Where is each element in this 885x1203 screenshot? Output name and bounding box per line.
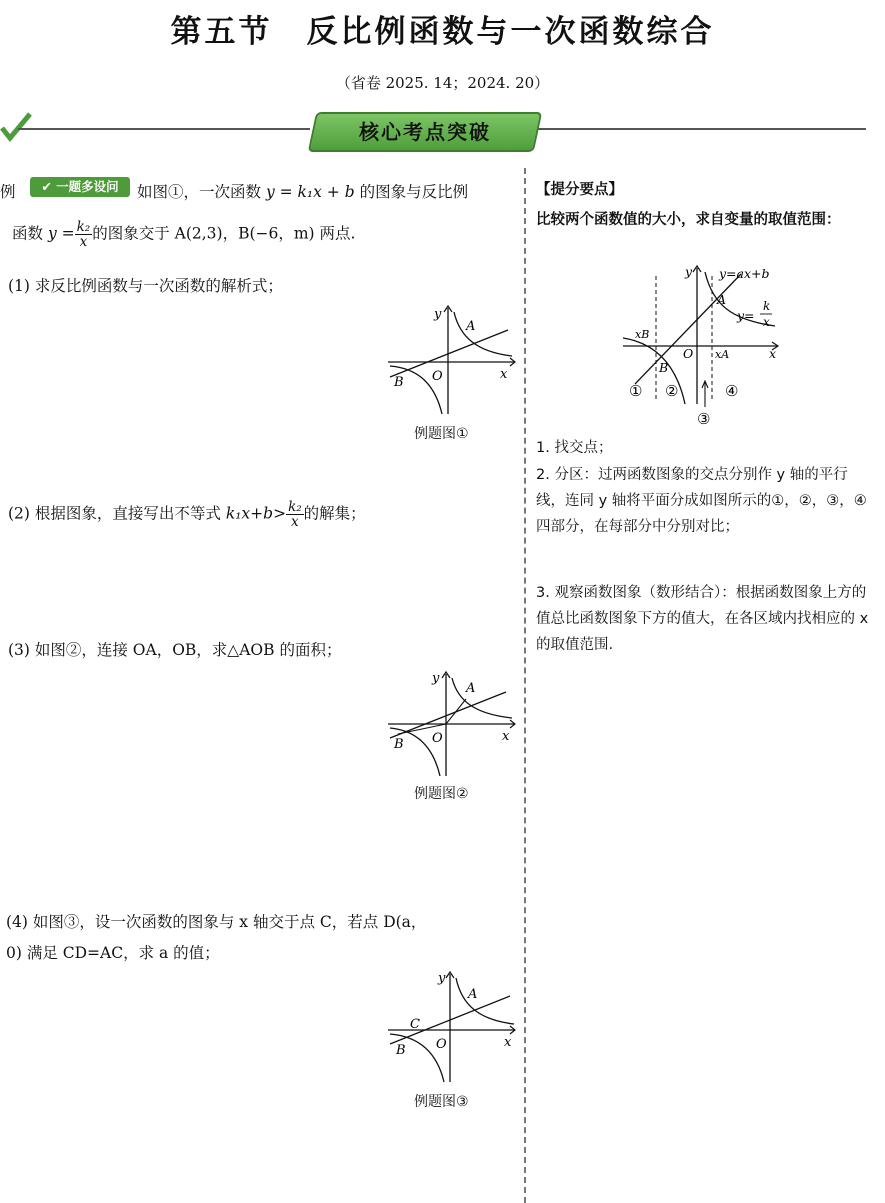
region-4-label: ④	[725, 382, 739, 400]
fraction-numerator-q2: k₂	[288, 499, 302, 515]
multi-question-badge	[30, 177, 130, 197]
fraction-denominator-q2: x	[291, 514, 299, 531]
divider-right	[538, 128, 866, 130]
intro-text: 如图①，一次函数	[137, 183, 266, 201]
region-3-label: ③	[697, 410, 711, 428]
label-y: y	[685, 264, 693, 279]
label-y: y	[432, 671, 440, 686]
label-point-a: A	[717, 292, 727, 307]
divider-left	[18, 128, 310, 130]
linear-graph	[390, 692, 506, 738]
question-4-line2: 0) 满足 CD=AC，求 a 的值；	[6, 944, 220, 962]
page-title: 第五节 反比例函数与一次函数综合	[170, 14, 715, 50]
label-xa: xA	[715, 348, 730, 361]
segment-oa	[446, 699, 466, 724]
check-icon	[0, 112, 40, 142]
label-origin: O	[432, 731, 443, 746]
example-intro	[137, 180, 468, 202]
example-label: 例	[0, 183, 16, 201]
tips-heading: 【提分要点】	[536, 182, 623, 198]
tip-step-3: 3. 观察函数图象（数形结合）：根据函数图象上方的值总比函数图象下方的值大，在各区域内找相应的 x 的取值范围.	[536, 585, 869, 653]
intro-line2-text: 函数	[12, 224, 48, 243]
label-xb: xB	[635, 328, 650, 341]
fraction-k2-over-x	[75, 220, 93, 249]
hyperbola-branch-1	[452, 678, 512, 718]
label-y: y	[434, 307, 442, 322]
label-x: x	[504, 1035, 512, 1050]
fraction-denominator: x	[79, 234, 88, 251]
region-2-label: ②	[665, 382, 679, 400]
question-4-line1: (4) 如图③，设一次函数的图象与 x 轴交于点 C，若点 D(a，	[6, 913, 427, 931]
linear-expression: y = k₁x + b	[265, 183, 355, 201]
question-3: (3) 如图②，连接 OA，OB，求△AOB 的面积；	[8, 641, 342, 659]
question-2-tail: 的解集；	[303, 504, 366, 523]
badge-label: 一题多设问	[56, 179, 119, 194]
label-point-b: B	[394, 737, 404, 752]
figure-1-graph	[380, 302, 520, 420]
y-equals: y =	[47, 224, 75, 243]
label-y: y	[438, 971, 446, 986]
question-1: (1) 求反比例函数与一次函数的解析式；	[8, 277, 283, 295]
intro-text-tail: 的图象与反比例	[354, 183, 469, 201]
badge-check-icon: ✔	[41, 179, 52, 194]
label-point-b: B	[396, 1043, 406, 1058]
label-origin: O	[436, 1037, 447, 1052]
example-intro-line2	[12, 220, 355, 249]
column-divider	[524, 168, 526, 1203]
question-2-text: (2) 根据图象，直接写出不等式	[8, 504, 226, 523]
tip-step-1: 1. 找交点；	[536, 440, 613, 456]
label-x: x	[500, 367, 508, 382]
tips-subheading: 比较两个函数值的大小，求自变量的取值范围：	[536, 212, 841, 228]
hyperbola-branch-1	[454, 312, 512, 356]
label-origin: O	[432, 369, 443, 384]
inequality-expression: k₁x+b>	[225, 504, 287, 523]
label-point-b: B	[659, 360, 669, 375]
label-point-a: A	[466, 319, 476, 334]
section-banner-label: 核心考点突破	[359, 120, 491, 144]
figure-3-graph	[380, 968, 520, 1086]
curve-label-k: k	[763, 299, 771, 313]
label-point-c: C	[410, 1017, 420, 1032]
question-2	[8, 500, 366, 529]
hyperbola-branch-1	[456, 978, 514, 1024]
curve-label: y=	[737, 308, 755, 323]
figure-2-graph	[380, 668, 520, 780]
curve-label-x: x	[763, 315, 770, 329]
label-point-a: A	[468, 987, 478, 1002]
label-point-b: B	[394, 375, 404, 390]
region-1-label: ①	[629, 382, 643, 400]
intro-line2-tail: 的图象交于 A(2,3)，B(−6，m) 两点.	[92, 224, 356, 243]
linear-graph	[635, 274, 741, 384]
tips-diagram	[615, 262, 785, 430]
tip-step-2: 2. 分区：过两函数图象的交点分别作 y 轴的平行线，连同 y 轴将平面分成如图所示的①，②，③，④四部分，在每部分中分别对比；	[536, 467, 867, 535]
figure-1-caption: 例题图①	[414, 426, 469, 442]
label-x: x	[769, 346, 777, 361]
line-label: y=ax+b	[719, 266, 770, 281]
label-point-a: A	[466, 681, 476, 696]
label-origin: O	[683, 346, 694, 361]
fraction-numerator: k₂	[76, 219, 91, 235]
figure-2-caption: 例题图②	[414, 786, 469, 802]
figure-3-caption: 例题图③	[414, 1094, 469, 1110]
source-note: （省卷 2025. 14；2024. 20）	[335, 74, 550, 92]
fraction-k2-over-x-q2	[286, 500, 304, 529]
label-x: x	[502, 729, 510, 744]
